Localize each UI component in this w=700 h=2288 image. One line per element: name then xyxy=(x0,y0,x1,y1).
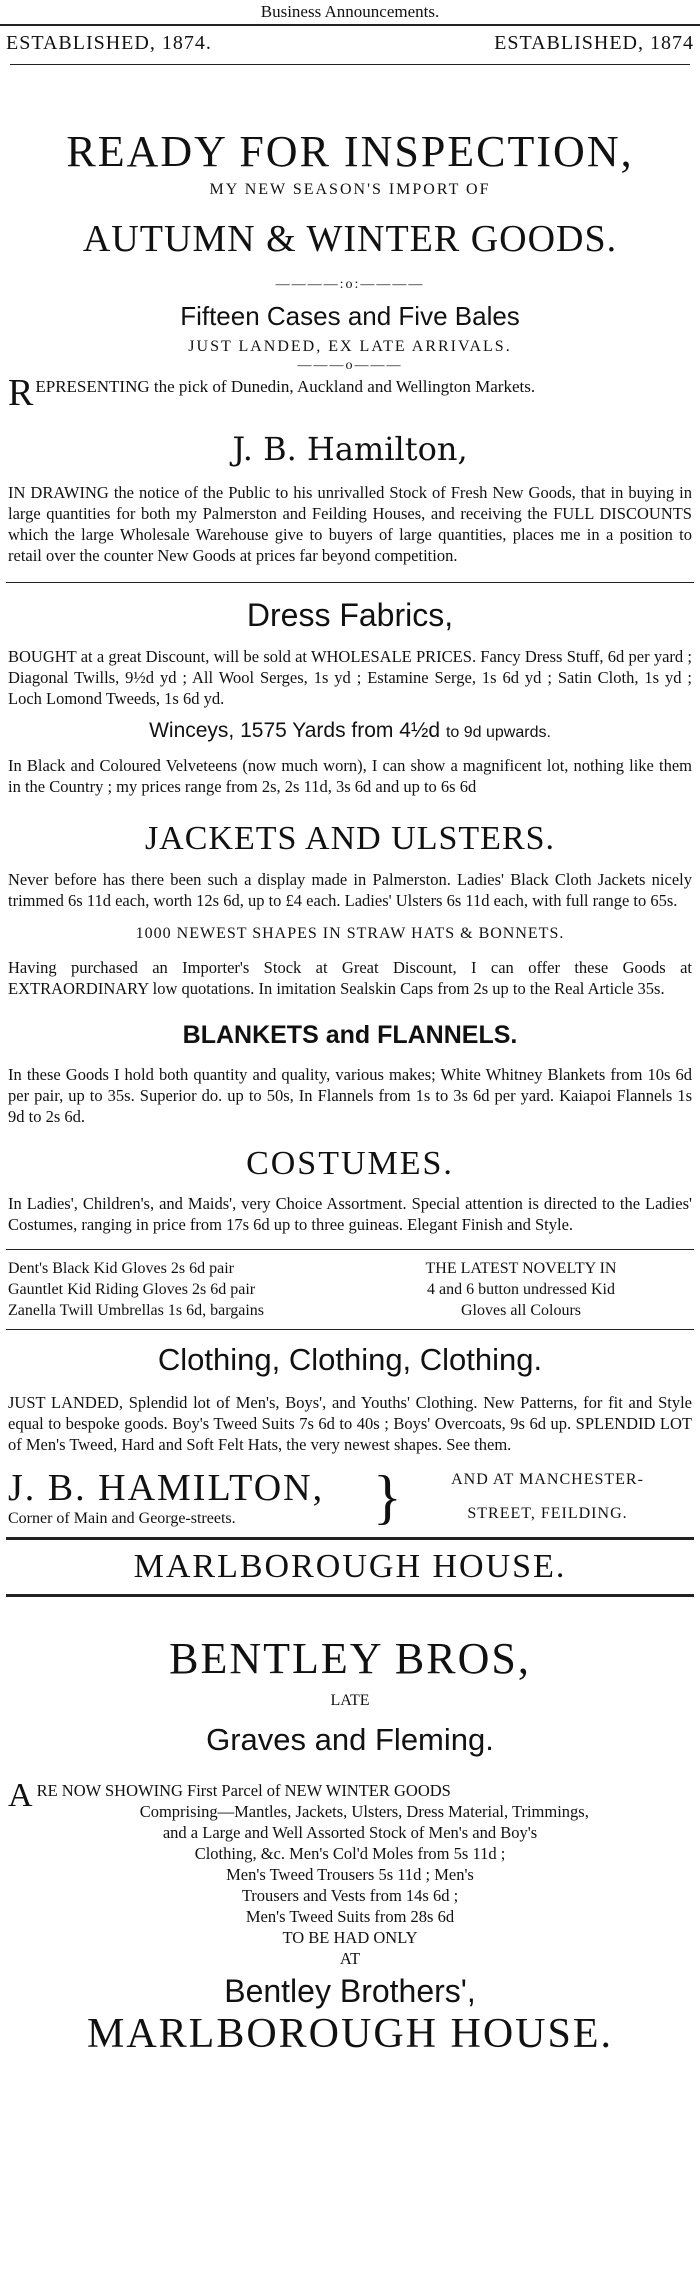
signature-name: J. B. HAMILTON, xyxy=(8,1467,325,1509)
dress-fabrics-text: BOUGHT at a great Discount, will be sold at WHOLESALE PRICES. Fancy Dress Stuff, 6d per yard ; Diagonal Twills, 9½d yd ; All Wool Serges, 1s yd ; Estamine Serge, 1s 6d yd ; Satin Cloth, 1s yd ; Loch Lomond Tweeds, 1s 6d yd. xyxy=(8,647,692,708)
ornament-1: ————:o:———— xyxy=(275,277,425,292)
drawing-para: IN DRAWING the notice of the Public to his unrivalled Stock of Fresh New Goods, that in buying in large quantities for both my Palmerston and Feilding Houses, and receiving the FULL DISCOUNTS which the large Wholesale Warehouse give to buyers of large quantities, places me in a position to retail over the counter New Goods at prices far beyond competition. xyxy=(8,483,692,565)
headline: READY FOR INSPECTION, xyxy=(66,127,634,176)
headline-sub: MY NEW SEASON'S IMPORT OF xyxy=(209,181,491,198)
hats-line: 1000 NEWEST SHAPES IN STRAW HATS & BONNETS. xyxy=(135,925,565,942)
importer-text: Having purchased an Importer's Stock at Great Discount, I can offer these Goods at EXTRAORDINARY low quotations. In imitation Sealskin Caps from 2s up to the Real Article 35s. xyxy=(8,958,692,998)
bentley-text: A RE NOW SHOWING First Parcel of NEW WINTER GOODS Comprising—Mantles, Jackets, Ulsters, Dress Material, Trimmings, and a Large and Well Assorted Stock of Men's and Boy's Clothing, &c. Men's Col'd Moles from 5s 11d ; Men's Tweed Trousers 5s 11d ; Men's Trousers and Vests from 14s 6d ; Men's Tweed Suits from 28s 6d TO BE HAD ONLY AT xyxy=(8,1777,589,1968)
hamilton-name: J. B. Hamilton, xyxy=(232,430,468,468)
clothing-text: JUST LANDED, Splendid lot of Men's, Boys', and Youths' Clothing. New Patterns, for fit and Style equal to bespoke goods. Boy's Tweed Suits 7s 6d to 40s ; Boys' Overcoats, 9s 6d up. SPLENDID LOT of Men's Tweed, Hard and Soft Felt Hats, the very newest shapes. See them. xyxy=(8,1393,692,1454)
costumes-text: In Ladies', Children's, and Maids', very Choice Assortment. Special attention is directed to the Ladies' Costumes, ranging in price from 17s 6d up to three guineas. Elegant Finish and Style. xyxy=(8,1194,692,1234)
jackets-text: Never before has there been such a display made in Palmerston. Ladies' Black Cloth Jackets nicely trimmed 6s 11d each, worth 12s 6d, up to £4 each. Ladies' Ulsters 6s 11d each, with full range to 65s. xyxy=(8,870,692,910)
blankets-text: In these Goods I hold both quantity and quality, various makes; White Whitney Blankets from 10s 6d per pair, up to 35s. Superior do. up to 50s, In Flannels from 1s to 3s 6d per yard. Kaiapoi Flannels 1s 9d to 2s 6d. xyxy=(8,1065,692,1126)
gloves-right: THE LATEST NOVELTY IN 4 and 6 button undressed Kid Gloves all Colours xyxy=(425,1260,617,1319)
section-header: Business Announcements. xyxy=(260,2,440,21)
rule-e xyxy=(6,1594,694,1597)
rule-a xyxy=(6,582,694,583)
gloves-row xyxy=(0,1258,700,1321)
marlborough-closing: MARLBOROUGH HOUSE. xyxy=(86,2011,614,2057)
graves-fleming: Graves and Fleming. xyxy=(206,1722,494,1757)
rule-b xyxy=(6,1249,694,1250)
jackets-title: JACKETS AND ULSTERS. xyxy=(144,820,556,857)
blankets-title: BLANKETS and FLANNELS. xyxy=(182,1021,518,1049)
bentley-title: BENTLEY BROS, xyxy=(169,1634,531,1683)
winceys-line: Winceys, 1575 Yards from 4½d to 9d upwards. xyxy=(149,719,551,742)
velveteens-text: In Black and Coloured Velveteens (now much worn), I can show a magnificent lot, nothing like them in the Country ; my prices range from 2s, 2s 11d, 3s 6d and up to 6s 6d xyxy=(8,756,692,796)
cases-line: Fifteen Cases and Five Bales xyxy=(180,301,520,331)
marlborough-title: MARLBOROUGH HOUSE. xyxy=(133,1548,567,1585)
dress-fabrics-title: Dress Fabrics, xyxy=(246,597,454,633)
brace-glyph: } xyxy=(373,1464,402,1530)
ornament-2: ———o——— xyxy=(297,358,403,373)
clothing-title: Clothing, Clothing, Clothing. xyxy=(157,1342,543,1377)
costumes-title: COSTUMES. xyxy=(246,1145,454,1182)
established-rule xyxy=(10,64,690,65)
landed-line: JUST LANDED, EX LATE ARRIVALS. xyxy=(188,338,512,355)
established-left: ESTABLISHED, 1874. xyxy=(6,31,212,54)
bentley-brothers: Bentley Brothers', xyxy=(224,1973,476,2009)
representing-para: R EPRESENTING the pick of Dunedin, Auckland and Wellington Markets. xyxy=(8,372,536,414)
late-label: LATE xyxy=(330,1692,370,1709)
signature-corner: Corner of Main and George-streets. xyxy=(8,1510,236,1527)
rule-c xyxy=(6,1329,694,1330)
autumn-winter-title: AUTUMN & WINTER GOODS. xyxy=(82,218,618,260)
signature-block: J. B. HAMILTON, Corner of Main and George-streets. } AND AT MANCHESTER- STREET, FEILDING. xyxy=(8,1464,644,1530)
gloves-left: Dent's Black Kid Gloves 2s 6d pair Gauntlet Kid Riding Gloves 2s 6d pair Zanella Twill Umbrellas 1s 6d, bargains xyxy=(8,1260,265,1319)
representing-initial: R xyxy=(8,372,34,414)
established-right: ESTABLISHED, 1874 xyxy=(494,31,694,54)
established-row xyxy=(0,26,700,60)
rule-d xyxy=(6,1537,694,1540)
